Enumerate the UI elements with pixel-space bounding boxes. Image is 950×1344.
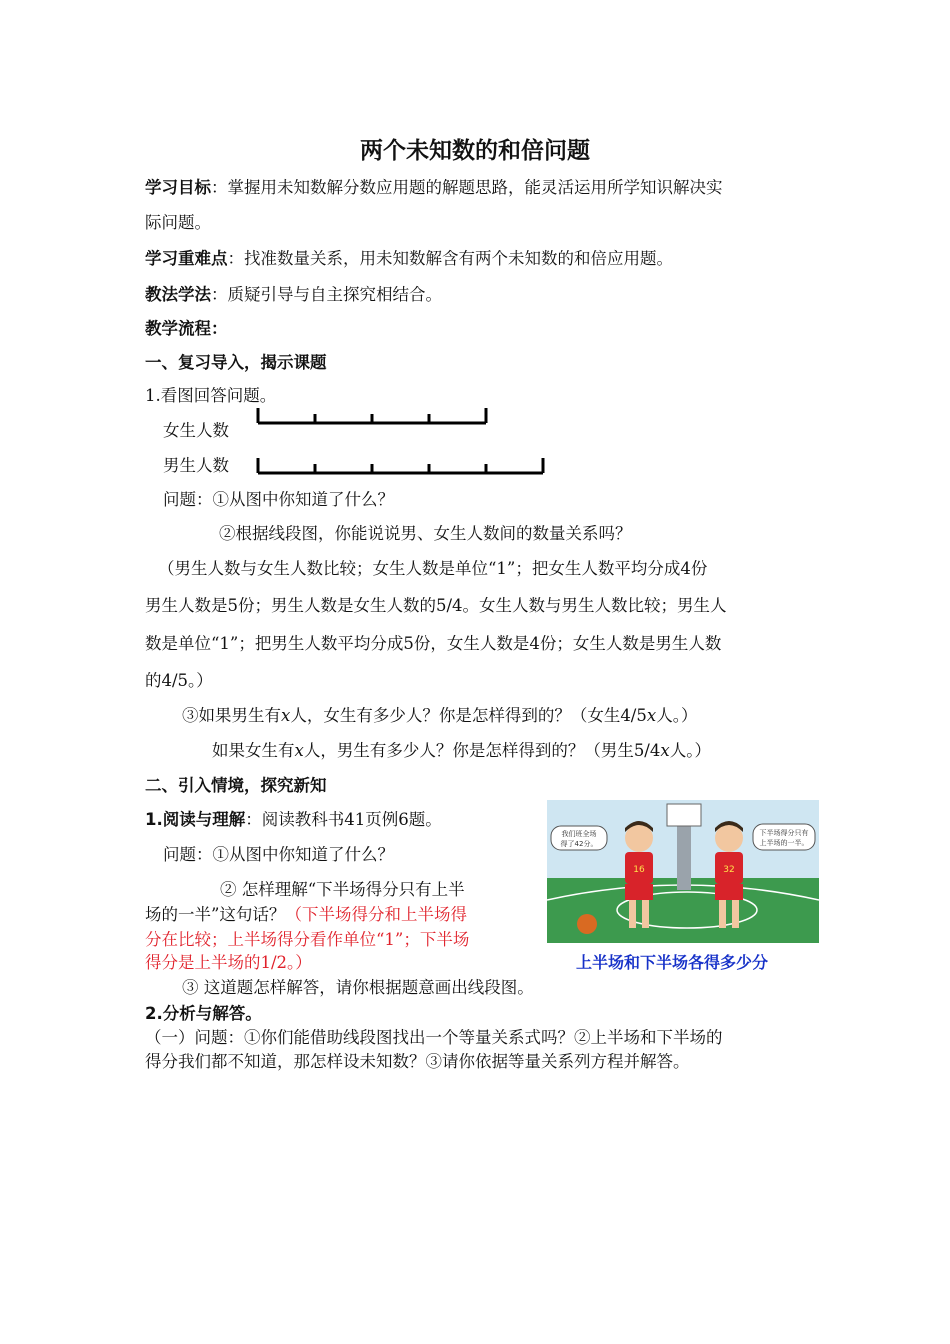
section1-question-4 [212,740,711,762]
boys-segment-bar [258,458,543,473]
q4-text-c: 人。） [669,741,711,760]
right-boy-shorts [715,884,743,900]
read-label: 1.阅读与理解 [145,810,246,829]
section2-question-2-line1: ② 怎样理解“下半场得分只有上半 [220,880,465,899]
illustration-caption: 上半场和下半场各得多少分 [576,953,769,972]
read-text: ：阅读教科书41页例6题。 [245,810,442,829]
key-points-label: 学习重难点 [145,249,228,268]
q2-answer-a: （下半场得分和上半场得 [285,905,467,924]
section1-question-1: 问题：①从图中你知道了什么？ [163,490,394,509]
section2-heading: 二、引入情境，探究新知 [145,776,327,795]
q4-variable: x [294,741,304,760]
section2-question-2-line2 [145,904,467,926]
section1-item1: 1.看图回答问题。 [145,386,277,405]
girls-label: 女生人数 [163,421,229,440]
methods-label: 教法学法 [145,285,211,304]
left-boy-shorts [625,884,653,900]
right-boy-leg [732,900,739,928]
boys-label: 男生人数 [163,456,229,475]
section2-question-2-line3: 分在比较；上半场得分看作单位“1”；下半场 [145,930,470,949]
section1-question-2: ②根据线段图，你能说说男、女生人数间的数量关系吗？ [219,524,632,543]
right-bubble-text-2: 上半场的一半。 [759,839,809,847]
objective-line-2: 际问题。 [145,213,211,232]
section1-answer-4: 的4/5。） [145,671,213,690]
q3-variable-2: x [646,706,657,725]
section1-answer-2: 男生人数是5份；男生人数是女生人数的5/4。女生人数与男生人数比较；男生人 [145,596,727,615]
section2-question-1: 问题：①从图中你知道了什么？ [163,845,394,864]
process-label: 教学流程： [145,319,228,338]
objective-label: 学习目标 [145,178,211,197]
section2-question-3: ③ 这道题怎样解答，请你根据题意画出线段图。 [182,978,534,997]
right-jersey-number: 32 [723,865,735,875]
basketball-icon [577,914,597,934]
left-bubble-text-2: 得了42分。 [560,840,598,848]
section1-answer-3: 数是单位“1”；把男生人数平均分成5份，女生人数是4份；女生人数是男生人数 [145,634,722,653]
analysis-line-1: （一）问题：①你们能借助线段图找出一个等量关系式吗？②上半场和下半场的 [145,1028,723,1047]
methods-line [145,284,442,306]
left-boy-leg [629,900,636,928]
right-bubble-text-1: 下半场得分只有 [759,829,809,837]
backboard [667,804,701,826]
left-bubble-text-1: 我们班全场 [561,830,597,838]
q3-text-b: 人，女生有多少人？你是怎样得到的？（女生4/5 [290,706,647,725]
left-boy-leg [642,900,649,928]
key-points-line [145,248,673,270]
objective-text-1: ：掌握用未知数解分数应用题的解题思路，能灵活运用所学知识解决实 [211,178,723,197]
page-title: 两个未知数的和倍问题 [360,138,590,164]
section2-question-2-line4: 得分是上半场的1/2。） [145,953,312,972]
q4-variable-2: x [660,741,670,760]
q4-text-a: 如果女生有 [212,741,295,760]
section1-heading: 一、复习导入，揭示课题 [145,353,327,372]
q3-text-a: ③如果男生有 [182,706,281,725]
q4-text-b: 人，男生有多少人？你是怎样得到的？（男生5/4 [303,741,661,760]
q3-text-c: 人。） [656,706,698,725]
analysis-label: 2.分析与解答。 [145,1004,262,1023]
q2-text: 场的一半”这句话？ [145,905,286,924]
section1-answer-1: （男生人数与女生人数比较；女生人数是单位“1”；把女生人数平均分成4份 [158,559,708,578]
q3-variable: x [281,706,291,725]
key-points-text: ：找准数量关系，用未知数解含有两个未知数的和倍应用题。 [227,249,673,268]
analysis-line-2: 得分我们都不知道，那怎样设未知数？③请你依据等量关系列方程并解答。 [145,1052,690,1071]
section1-question-3 [182,705,697,727]
objective-line-1 [145,177,723,199]
girls-segment-bar [258,408,486,423]
left-jersey-number: 16 [633,865,645,875]
section2-read-line [145,809,442,831]
segment-diagram [250,400,550,480]
methods-text: ：质疑引导与自主探究相结合。 [211,285,442,304]
right-boy-leg [719,900,726,928]
basketball-illustration [547,800,819,943]
